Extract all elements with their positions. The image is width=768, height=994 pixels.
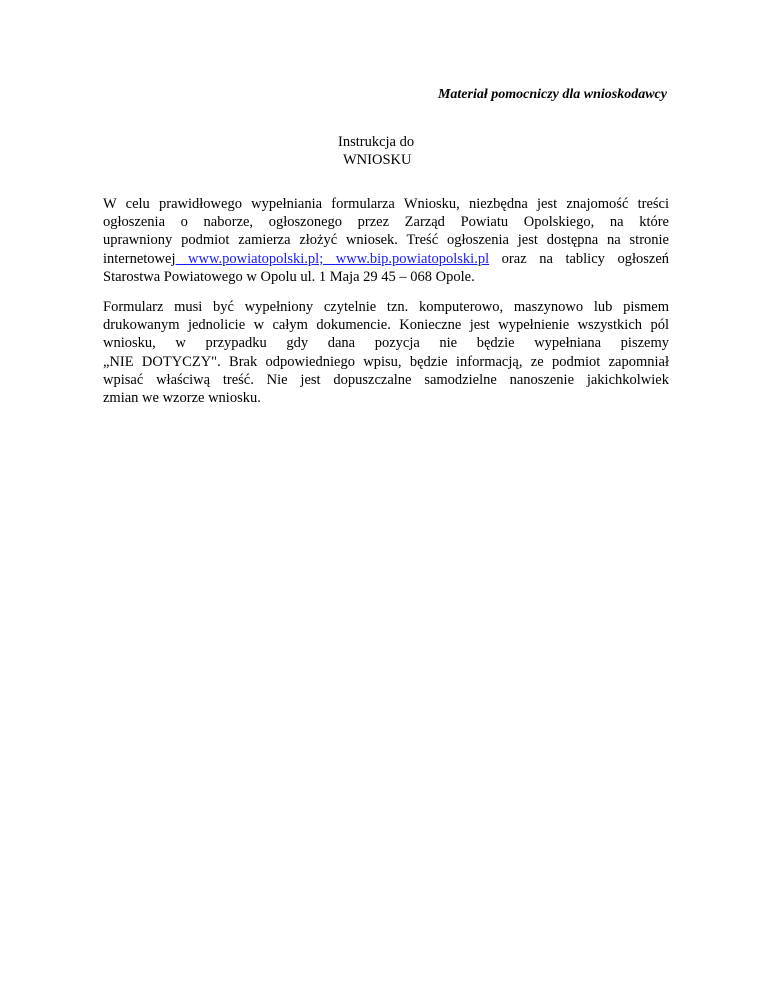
paragraph-form-rules <box>103 298 669 407</box>
title-line-2: WNIOSKU <box>343 152 412 168</box>
paragraph-line: Starostwa Powiatowego w Opolu ul. 1 Maja 29 45 – 068 Opole. <box>103 268 475 285</box>
header-note: Materiał pomocniczy dla wnioskodawcy <box>437 87 667 102</box>
link-suffix-text: oraz na tablicy ogłoszeń <box>489 250 670 267</box>
link-prefix-text: internetowej <box>103 250 176 267</box>
paragraph-line: uprawniony podmiot zamierza złożyć wniosek. Treść ogłoszenia jest dostępna na stronie <box>103 232 669 249</box>
title-line-1: Instrukcja do <box>338 134 415 150</box>
paragraph-line: wniosku, w przypadku gdy dana pozycja nie będzie wypełniana piszemy <box>103 335 669 352</box>
paragraph-line: Formularz musi być wypełniony czytelnie tzn. komputerowo, maszynowo lub pismem <box>103 299 669 315</box>
document-title <box>338 133 414 169</box>
paragraph-line: drukowanym jednolicie w całym dokumencie. Konieczne jest wypełnienie wszystkich pól <box>103 317 669 334</box>
paragraph-line: „NIE DOTYCZY". Brak odpowiedniego wpisu, będzie informacją, ze podmiot zapomniał <box>103 353 669 370</box>
paragraph-line-with-links <box>103 250 669 268</box>
website-links[interactable]: www.powiatopolski.pl; www.bip.powiatopolski.pl <box>175 250 490 267</box>
paragraph-line: ogłoszenia o naborze, ogłoszonego przez Zarząd Powiatu Opolskiego, na które <box>103 214 669 231</box>
paragraph-line: zmian we wzorze wniosku. <box>103 390 261 407</box>
paragraph-instructions <box>103 195 669 286</box>
paragraph-line: W celu prawidłowego wypełniania formularza Wniosku, niezbędna jest znajomość treści <box>103 196 669 212</box>
paragraph-line: wpisać właściwą treść. Nie jest dopuszczalne samodzielne nanoszenie jakichkolwiek <box>103 371 669 388</box>
